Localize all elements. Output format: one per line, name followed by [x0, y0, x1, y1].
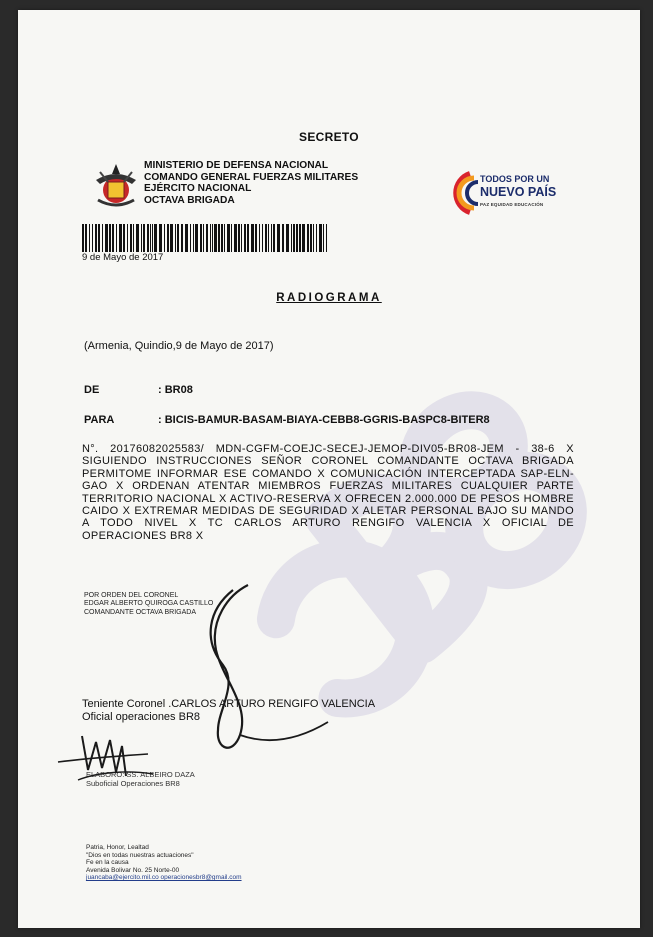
barcode-bar — [262, 224, 263, 252]
barcode-bar — [150, 224, 151, 252]
de-value: : BR08 — [158, 384, 193, 396]
barcode-bar — [123, 224, 125, 252]
order-line: EDGAR ALBERTO QUIROGA CASTILLO — [84, 600, 214, 608]
barcode-bar — [210, 224, 211, 252]
barcode-bar — [92, 224, 93, 252]
barcode-bar — [85, 224, 87, 252]
army-crest-icon — [90, 160, 142, 212]
barcode-bar — [116, 224, 117, 252]
ministry-line: EJÉRCITO NACIONAL — [144, 183, 252, 194]
barcode-bar — [143, 224, 145, 252]
barcode-bar — [167, 224, 169, 252]
document-page — [18, 10, 640, 928]
barcode-bar — [95, 224, 97, 252]
barcode-bar — [319, 224, 322, 252]
barcode-bar — [238, 224, 240, 252]
de-label: DE — [84, 384, 100, 396]
barcode-bar — [273, 224, 275, 252]
barcode-bar — [127, 224, 128, 252]
barcode-bar — [177, 224, 179, 252]
barcode-bar — [181, 224, 183, 252]
barcode-bar — [130, 224, 132, 252]
barcode-bar — [203, 224, 204, 252]
barcode-bar — [313, 224, 314, 252]
barcode-bar — [218, 224, 220, 252]
barcode-bar — [152, 224, 153, 252]
ministry-header — [144, 160, 358, 206]
barcode-bar — [293, 224, 295, 252]
order-block — [84, 592, 213, 617]
barcode-bar — [231, 224, 232, 252]
logo-subtitle: PAZ EQUIDAD EDUCACIÓN — [480, 202, 544, 207]
barcode-bar — [119, 224, 122, 252]
barcode-bar — [190, 224, 191, 252]
signatory-role: Oficial operaciones BR8 — [82, 711, 201, 723]
logo-tagline: TODOS POR UN — [480, 174, 550, 184]
barcode-bar — [133, 224, 134, 252]
ministry-line: OCTAVA BRIGADA — [144, 194, 235, 206]
barcode-bar — [185, 224, 188, 252]
barcode-bar — [82, 224, 84, 252]
barcode-bar — [265, 224, 267, 252]
subofficial-block — [86, 770, 195, 788]
barcode-bar — [105, 224, 108, 252]
document-title-text: RADIOGRAMA — [276, 292, 382, 304]
barcode-bar — [316, 224, 317, 252]
barcode-bar — [310, 224, 312, 252]
barcode-bar — [241, 224, 242, 252]
barcode-bar — [255, 224, 257, 252]
subofficial-role: Suboficial Operaciones BR8 — [86, 779, 180, 788]
barcode-bar — [268, 224, 269, 252]
barcode-bar — [141, 224, 142, 252]
footer-emails[interactable]: juancaba@ejercito.mil.co operacionesbr8@gmail.com — [86, 874, 242, 882]
barcode-bar — [193, 224, 194, 252]
logo-title: NUEVO PAÍS — [480, 185, 557, 199]
barcode-bar — [195, 224, 198, 252]
order-line: COMANDANTE OCTAVA BRIGADA — [84, 608, 197, 616]
subofficial-name: ELABORO: SS. ALBEIRO DAZA — [86, 770, 195, 779]
document-date: 9 de Mayo de 2017 — [82, 252, 164, 263]
footer-motto-2: Fe en la causa — [86, 859, 129, 867]
barcode-bar — [214, 224, 217, 252]
barcode-bar — [259, 224, 260, 252]
barcode-bar — [251, 224, 254, 252]
para-label: PARA — [84, 414, 115, 426]
ministry-line: COMANDO GENERAL FUERZAS MILITARES — [144, 171, 359, 183]
barcode-bar — [302, 224, 305, 252]
order-line: POR ORDEN DEL CORONEL — [84, 592, 179, 599]
barcode-bar — [323, 224, 324, 252]
barcode-bar — [307, 224, 309, 252]
barcode-bar — [271, 224, 272, 252]
barcode-bar — [234, 224, 237, 252]
barcode-bar — [89, 224, 90, 252]
barcode-bar — [227, 224, 230, 252]
barcode-bar — [164, 224, 165, 252]
footer — [86, 844, 242, 882]
footer-address: Avenida Bolivar No. 25 Norte-00 — [86, 866, 180, 874]
ministry-line: MINISTERIO DE DEFENSA NACIONAL — [144, 160, 329, 171]
barcode-bar — [98, 224, 100, 252]
barcode-bar — [221, 224, 223, 252]
barcode — [82, 224, 330, 252]
barcode-bar — [277, 224, 280, 252]
barcode-bar — [282, 224, 284, 252]
signatory-name: Teniente Coronel .CARLOS ARTURO RENGIFO VALENCIA — [82, 698, 376, 710]
barcode-bar — [200, 224, 202, 252]
barcode-bar — [326, 224, 327, 252]
classification-label: SECRETO — [299, 130, 359, 144]
barcode-bar — [112, 224, 114, 252]
barcode-bar — [136, 224, 139, 252]
barcode-bar — [296, 224, 298, 252]
message-body: N°. 20176082025583/ MDN-CGFM-COEJC-SECEJ-JEMOP-DIV05-BR08-JEM - 38-6 X SIGUIENDO INSTRUCCIONES SEÑOR CORONEL COMANDANTE OCTAVA BRIGADA PERMITOME INFORMAR ESE COMANDO X COMUNICACIÓN INTERCEPTADA SAP-ELN-GAO X ORDENAN ATENTAR MIEMBROS FUERZAS MILITARES CUALQUIER PARTE TERRITORIO NACIONAL X ACTIVO-RESERVA X OFRECEN 2.000.000 DE PESOS HOMBRE CAIDO X EXTREMAR MEDIDAS DE SEGURIDAD X ALETAR PERSONAL BAJO SU MANDO A TODO NIVEL X TC CARLOS ARTURO RENGIFO VALENCIA X OFICIAL DE OPERACIONES BR8 X — [82, 443, 574, 542]
barcode-bar — [147, 224, 149, 252]
barcode-bar — [175, 224, 176, 252]
footer-motto: Patria, Honor, Lealtad — [86, 844, 149, 851]
barcode-bar — [299, 224, 301, 252]
barcode-bar — [206, 224, 208, 252]
barcode-bar — [159, 224, 162, 252]
barcode-bar — [247, 224, 249, 252]
barcode-bar — [154, 224, 157, 252]
barcode-bar — [286, 224, 289, 252]
barcode-bar — [291, 224, 292, 252]
place-date: (Armenia, Quindio,9 de Mayo de 2017) — [84, 340, 274, 352]
barcode-bar — [212, 224, 213, 252]
footer-quote: "Dios en todas nuestras actuaciones" — [86, 851, 194, 859]
signatory-block — [82, 698, 375, 724]
para-value: : BICIS-BAMUR-BASAM-BIAYA-CEBB8-GGRIS-BASPC8-BITER8 — [158, 414, 490, 426]
document-title — [18, 292, 640, 304]
barcode-bar — [170, 224, 173, 252]
barcode-bar — [109, 224, 111, 252]
barcode-bar — [244, 224, 246, 252]
barcode-bar — [224, 224, 225, 252]
barcode-bar — [102, 224, 103, 252]
